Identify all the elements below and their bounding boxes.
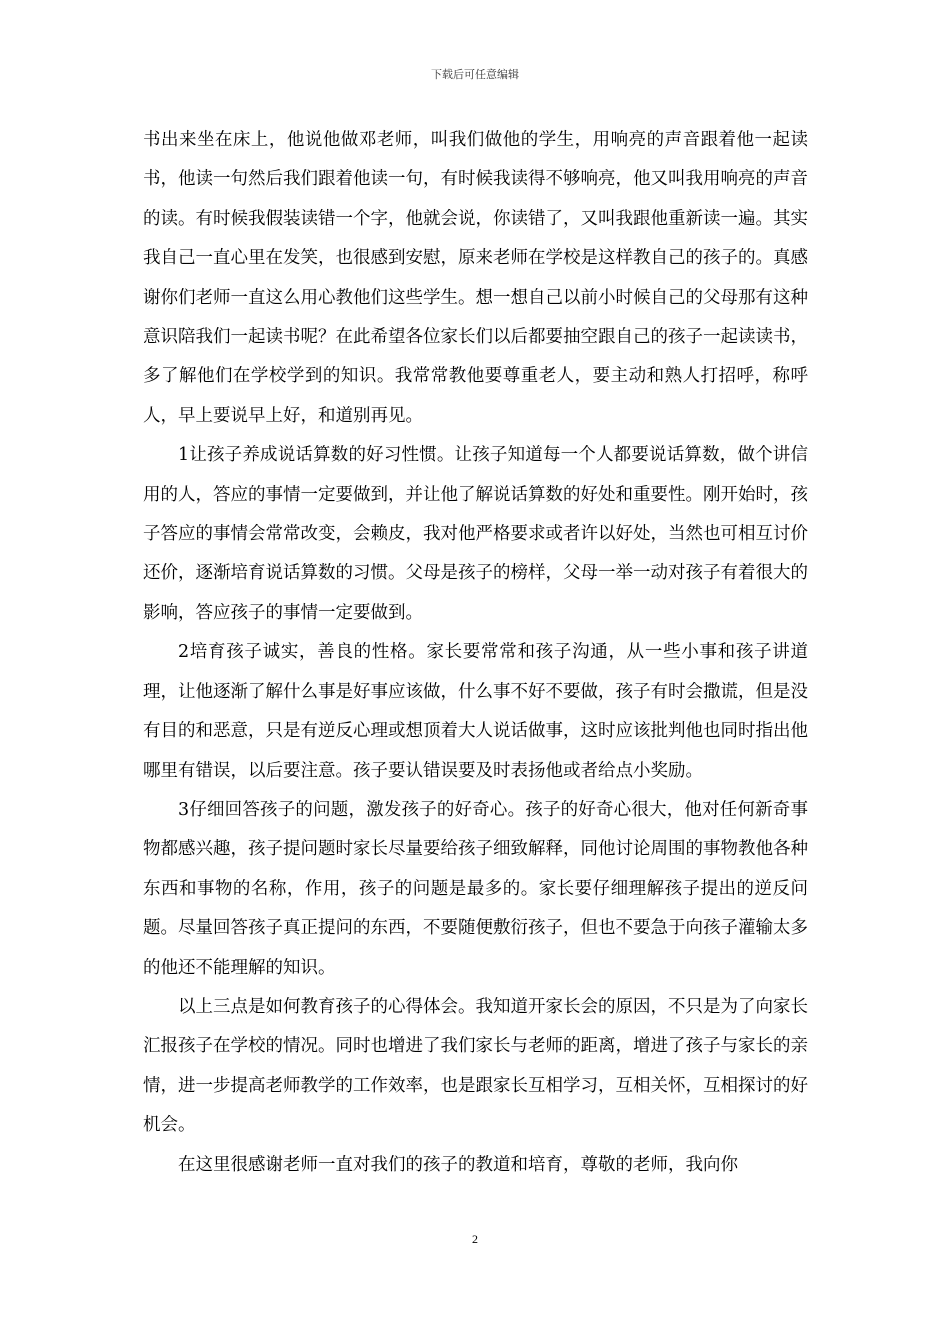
paragraph-point-1: 1让孩子养成说话算数的好习性惯。让孩子知道每一个人都要说话算数，做个讲信用的人，答应的事情一定要做到，并让他了解说话算数的好处和重要性。刚开始时，孩子答应的事情会常常改变，会赖皮，我对他严格要求或者许以好处，当然也可相互讨价还价，逐渐培育说话算数的习惯。父母是孩子的榜样，父母一举一动对孩子有着很大的影响，答应孩子的事情一定要做到。 bbox=[143, 445, 808, 623]
paragraph-point-2: 2培育孩子诚实，善良的性格。家长要常常和孩子沟通，从一些小事和孩子讲道理，让他逐渐了解什么事是好事应该做，什么事不好不要做，孩子有时会撒谎，但是没有目的和恶意，只是有逆反心理或想顶着大人说话做事，这时应该批判他也同时指出他哪里有错误，以后要注意。孩子要认错误要及时表扬他或者给点小奖励。 bbox=[143, 642, 808, 781]
paragraph-point-3: 3仔细回答孩子的问题，激发孩子的好奇心。孩子的好奇心很大，他对任何新奇事物都感兴趣，孩子提问题时家长尽量要给孩子细致解释，同他讨论周围的事物教他各种东西和事物的名称，作用，孩子的问题是最多的。家长要仔细理解孩子提出的逆反问题。尽量回答孩子真正提问的东西，不要随便敷衍孩子，但也不要急于向孩子灌输太多的他还不能理解的知识。 bbox=[143, 799, 808, 978]
paragraph-summary: 以上三点是如何教育孩子的心得体会。我知道开家长会的原因，不只是为了向家长汇报孩子在学校的情况。同时也增进了我们家长与老师的距离，增进了孩子与家长的亲情，进一步提高老师教学的工作效率，也是跟家长互相学习，互相关怀，互相探讨的好机会。 bbox=[143, 996, 808, 1136]
document-body bbox=[143, 121, 808, 1185]
page-header-note: 下载后可任意编辑 bbox=[431, 68, 519, 81]
paragraph-thanks: 在这里很感谢老师一直对我们的孩子的教道和培育，尊敬的老师，我向你 bbox=[178, 1154, 738, 1175]
page-number: 2 bbox=[472, 1232, 478, 1246]
paragraph-continuation: 书出来坐在床上，他说他做邓老师，叫我们做他的学生，用响亮的声音跟着他一起读书，他读一句然后我们跟着他读一句，有时候我读得不够响亮，他又叫我用响亮的声音的读。有时候我假装读错一个字，他就会说，你读错了，又叫我跟他重新读一遍。其实我自己一直心里在发笑，也很感到安慰，原来老师在学校是这样教自己的孩子的。真感谢你们老师一直这么用心教他们这些学生。想一想自己以前小时候自己的父母那有这种意识陪我们一起读书呢？在此希望各位家长们以后都要抽空跟自己的孩子一起读读书，多了解他们在学校学到的知识。我常常教他要尊重老人，要主动和熟人打招呼，称呼人，早上要说早上好，和道别再见。 bbox=[143, 130, 808, 426]
